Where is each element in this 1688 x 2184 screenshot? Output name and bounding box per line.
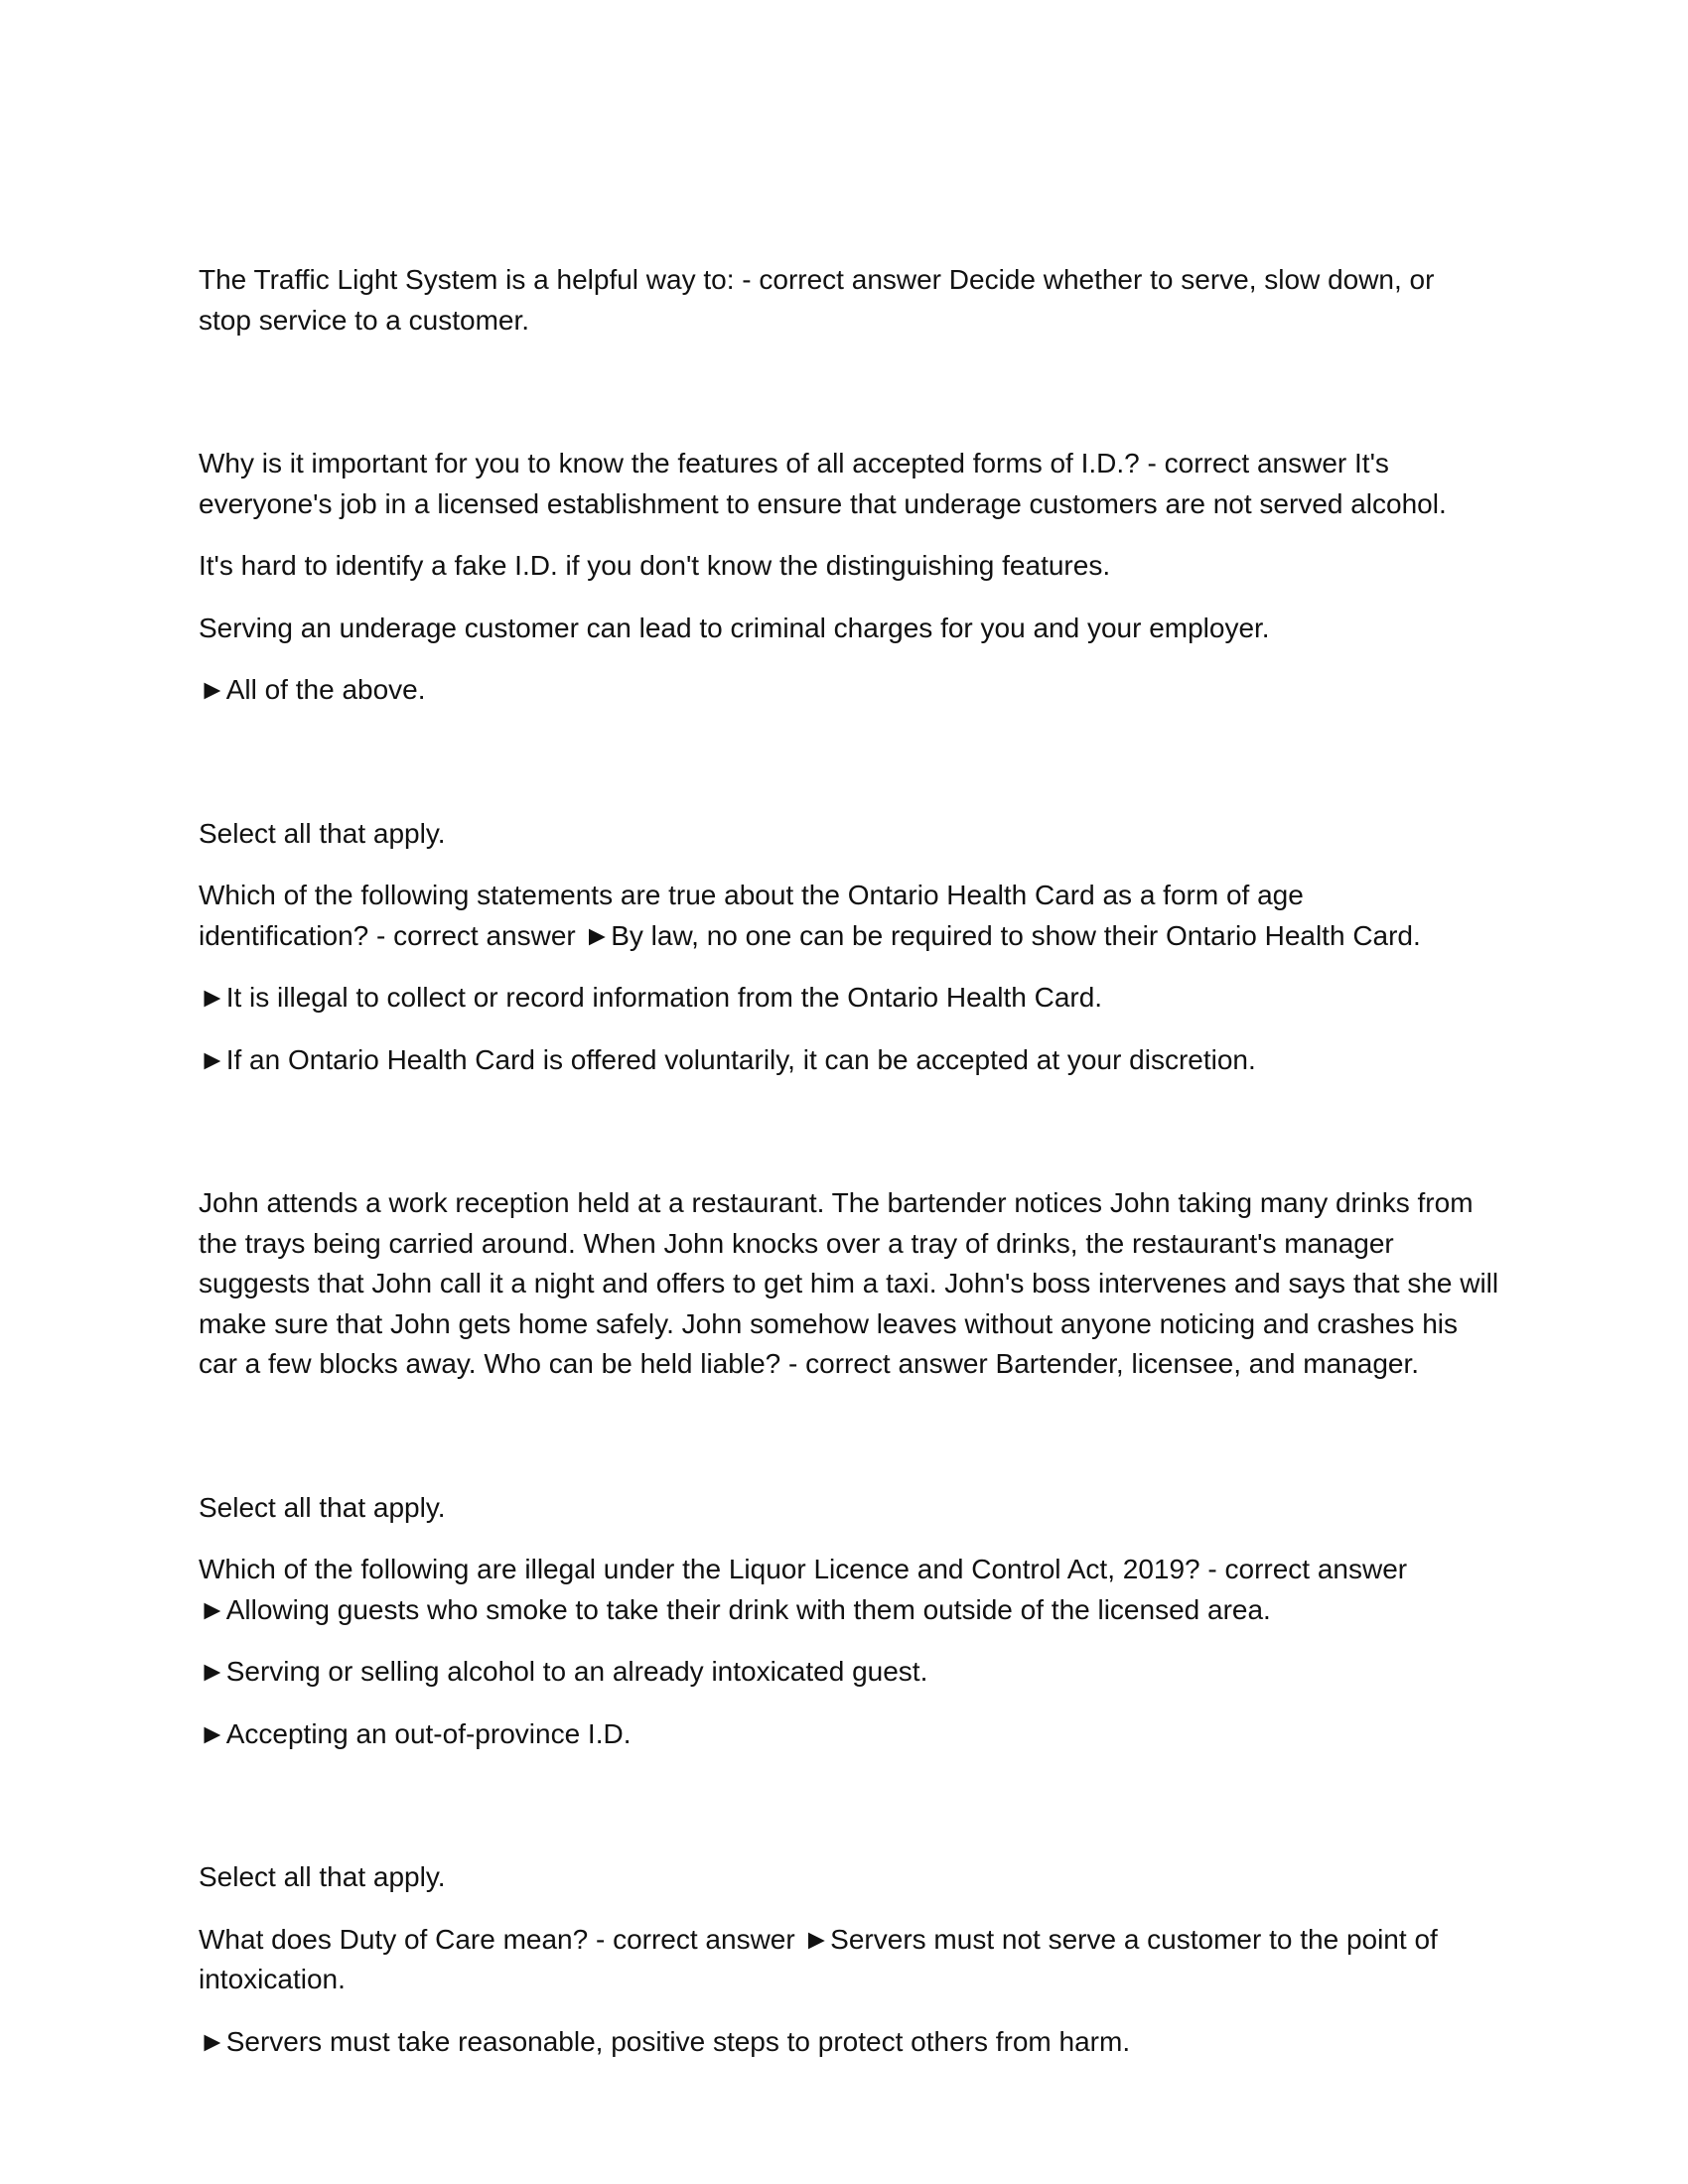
text-line: ►All of the above. [199,674,426,705]
text-line: It's hard to identify a fake I.D. if you don't know the distinguishing features. [199,550,1111,581]
text-line: Which of the following statements are true about the Ontario Health Card as a form of age [199,880,1304,910]
text-line: John attends a work reception held at a restaurant. The bartender notices John taking many drinks from [199,1187,1474,1218]
answer-paragraph [199,670,1489,711]
spacer [199,1102,1489,1183]
answer-paragraph [199,546,1489,587]
answer-paragraph [199,1040,1489,1081]
spacer [199,1776,1489,1857]
text-line: everyone's job in a licensed establishment to ensure that underage customers are not served alcohol. [199,487,1447,519]
text-line: Select all that apply. [199,817,446,849]
spacer [199,1407,1489,1488]
text-line: ►Allowing guests who smoke to take their drink with them outside of the licensed area. [199,1593,1271,1625]
text-line: intoxication. [199,1964,346,1994]
spacer [199,362,1489,444]
answer-paragraph [199,1714,1489,1755]
text-line: ►Accepting an out-of-province I.D. [199,1717,632,1749]
text-line: ►It is illegal to collect or record information from the Ontario Health Card. [199,982,1103,1013]
select-all-label [199,1857,1489,1898]
text-line: make sure that John gets home safely. John somehow leaves without anyone noticing and crashes his [199,1307,1458,1339]
text-line: Serving an underage customer can lead to criminal charges for you and your employer. [199,612,1270,643]
document-page [199,260,1499,2084]
text-line: stop service to a customer. [199,304,530,336]
text-line: car a few blocks away. Who can be held liable? - correct answer Bartender, licensee, and manager. [199,1348,1420,1379]
qa-item-liquor-act [199,1550,1489,1630]
text-line: Which of the following are illegal under the Liquor Licence and Control Act, 2019? - correct answer [199,1554,1408,1584]
text-line: ►Serving or selling alcohol to an already intoxicated guest. [199,1656,928,1687]
answer-paragraph [199,2022,1489,2063]
select-all-label [199,1488,1489,1529]
text-line: identification? - correct answer ►By law, no one can be required to show their Ontario Health Card. [199,919,1421,951]
text-line: ►If an Ontario Health Card is offered voluntarily, it can be accepted at your discretion. [199,1043,1256,1075]
text-line: The Traffic Light System is a helpful way to: - correct answer Decide whether to serve, slow down, or [199,264,1435,295]
text-line: Select all that apply. [199,1491,446,1523]
text-line: the trays being carried around. When John knocks over a tray of drinks, the restaurant's manager [199,1227,1394,1259]
text-line: What does Duty of Care mean? - correct answer ►Servers must not serve a customer to the point of [199,1923,1438,1955]
text-line: suggests that John call it a night and offers to get him a taxi. John's boss intervenes and says that she will [199,1268,1499,1298]
answer-paragraph [199,978,1489,1019]
qa-item-traffic-light [199,260,1489,341]
qa-item-id-features [199,444,1489,524]
text-line: Why is it important for you to know the features of all accepted forms of I.D.? - correct answer It's [199,448,1389,478]
text-line: ►Servers must take reasonable, positive steps to protect others from harm. [199,2025,1131,2057]
qa-item-duty-of-care [199,1920,1489,2000]
answer-paragraph [199,609,1489,649]
answer-paragraph [199,1652,1489,1693]
qa-item-liability [199,1183,1499,1385]
select-all-label [199,814,1489,855]
text-line: Select all that apply. [199,1861,446,1892]
spacer [199,733,1489,814]
qa-item-health-card [199,876,1489,956]
